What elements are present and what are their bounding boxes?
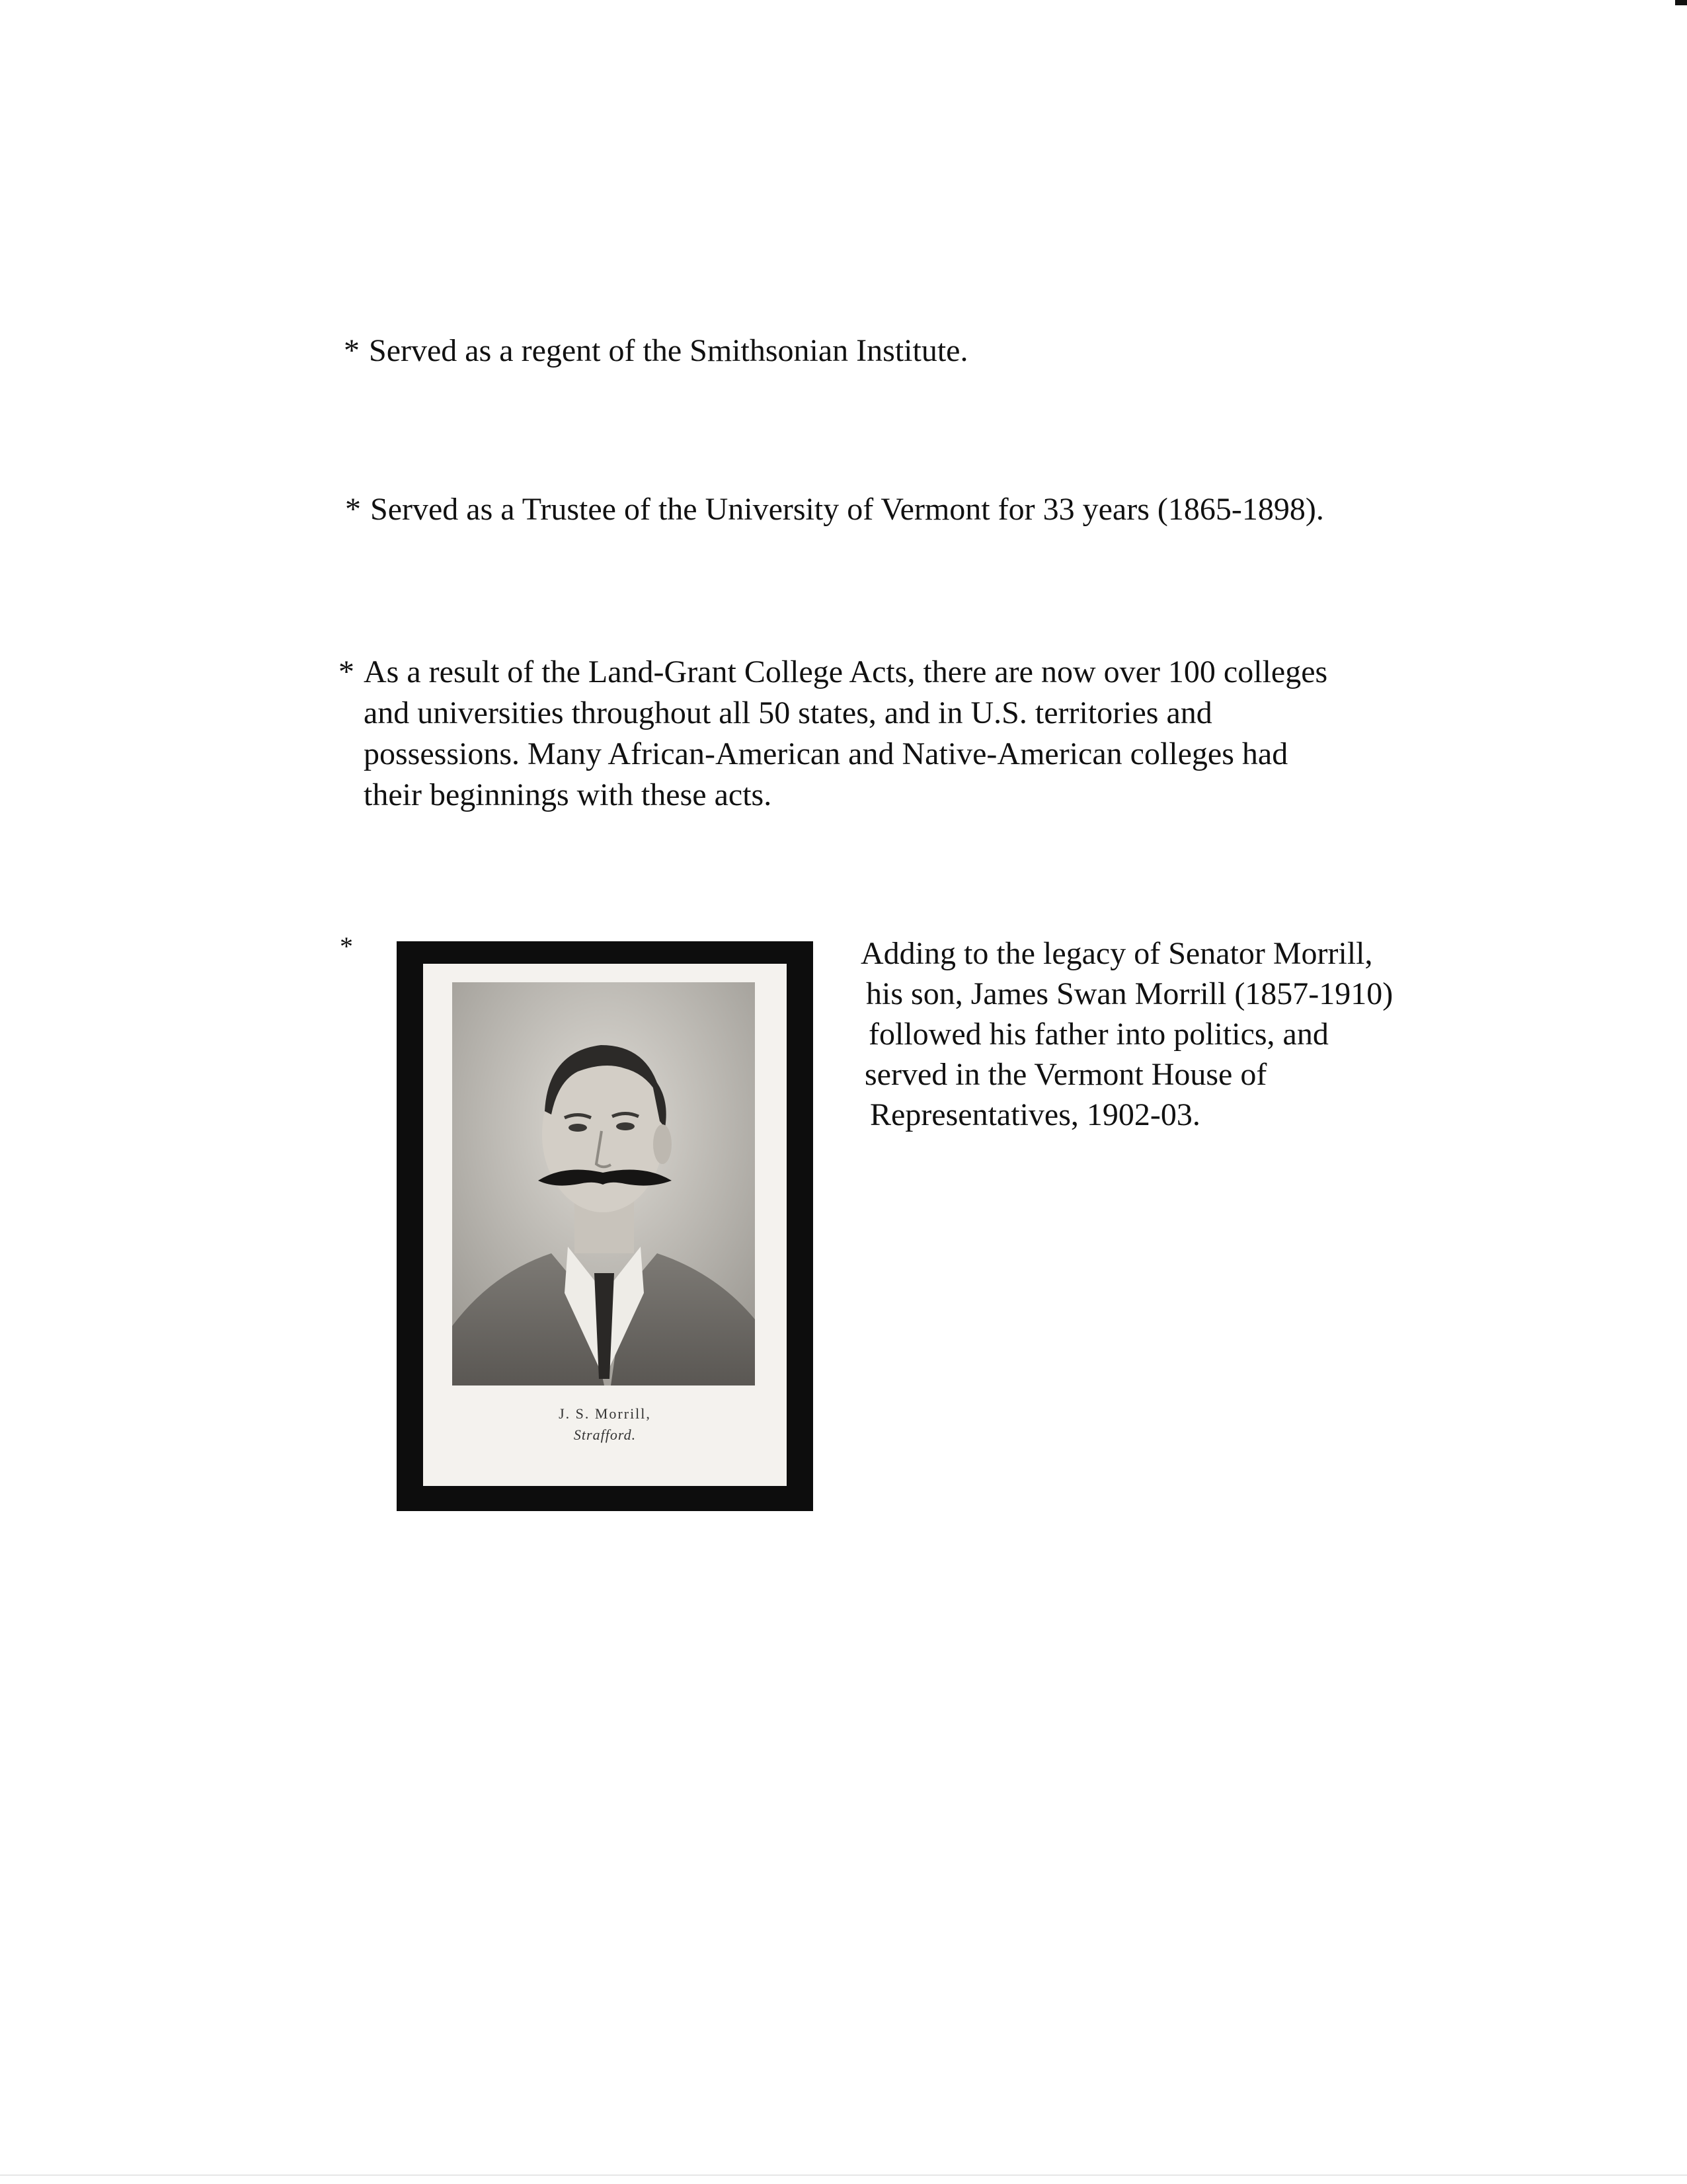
bullet-text-line: their beginnings with these acts. <box>364 777 772 812</box>
bullet-asterisk: * <box>338 654 354 689</box>
bullet-asterisk: * <box>340 931 353 961</box>
paragraph-line: Representatives, 1902-03. <box>870 1097 1200 1132</box>
portrait-frame <box>397 941 813 1511</box>
bullet-text-line: As a result of the Land-Grant College Acts, there are now over 100 colleges <box>364 654 1328 689</box>
bullet-asterisk: * <box>344 333 360 368</box>
bullet-text: Served as a Trustee of the University of Vermont for 33 years (1865-1898). <box>370 492 1324 527</box>
bullet-smithsonian <box>344 331 968 371</box>
scan-corner-mark <box>1675 0 1687 5</box>
bullet-text-block <box>364 652 1327 816</box>
portrait-caption-name: J. S. Morrill, <box>559 1405 651 1422</box>
bullet-land-grant <box>338 652 1462 816</box>
bullet-asterisk: * <box>345 492 361 527</box>
portrait-photo <box>452 982 755 1385</box>
paragraph-line: served in the Vermont House of <box>865 1057 1267 1092</box>
bullet-text-line: and universities throughout all 50 states, and in U.S. territories and <box>364 695 1212 730</box>
paragraph-line: Adding to the legacy of Senator Morrill, <box>861 936 1373 971</box>
paragraph-line: his son, James Swan Morrill (1857-1910) <box>866 976 1393 1011</box>
bullet-uvm-trustee <box>345 489 1324 530</box>
portrait-card <box>423 964 787 1486</box>
paragraph-line: followed his father into politics, and <box>869 1017 1329 1052</box>
legacy-paragraph <box>861 933 1393 1135</box>
portrait-caption-place: Strafford. <box>573 1426 637 1443</box>
bullet-text-line: possessions. Many African-American and Native-American colleges had <box>364 736 1288 771</box>
portrait-illustration <box>452 982 755 1385</box>
bullet-text: Served as a regent of the Smithsonian Institute. <box>369 333 968 368</box>
